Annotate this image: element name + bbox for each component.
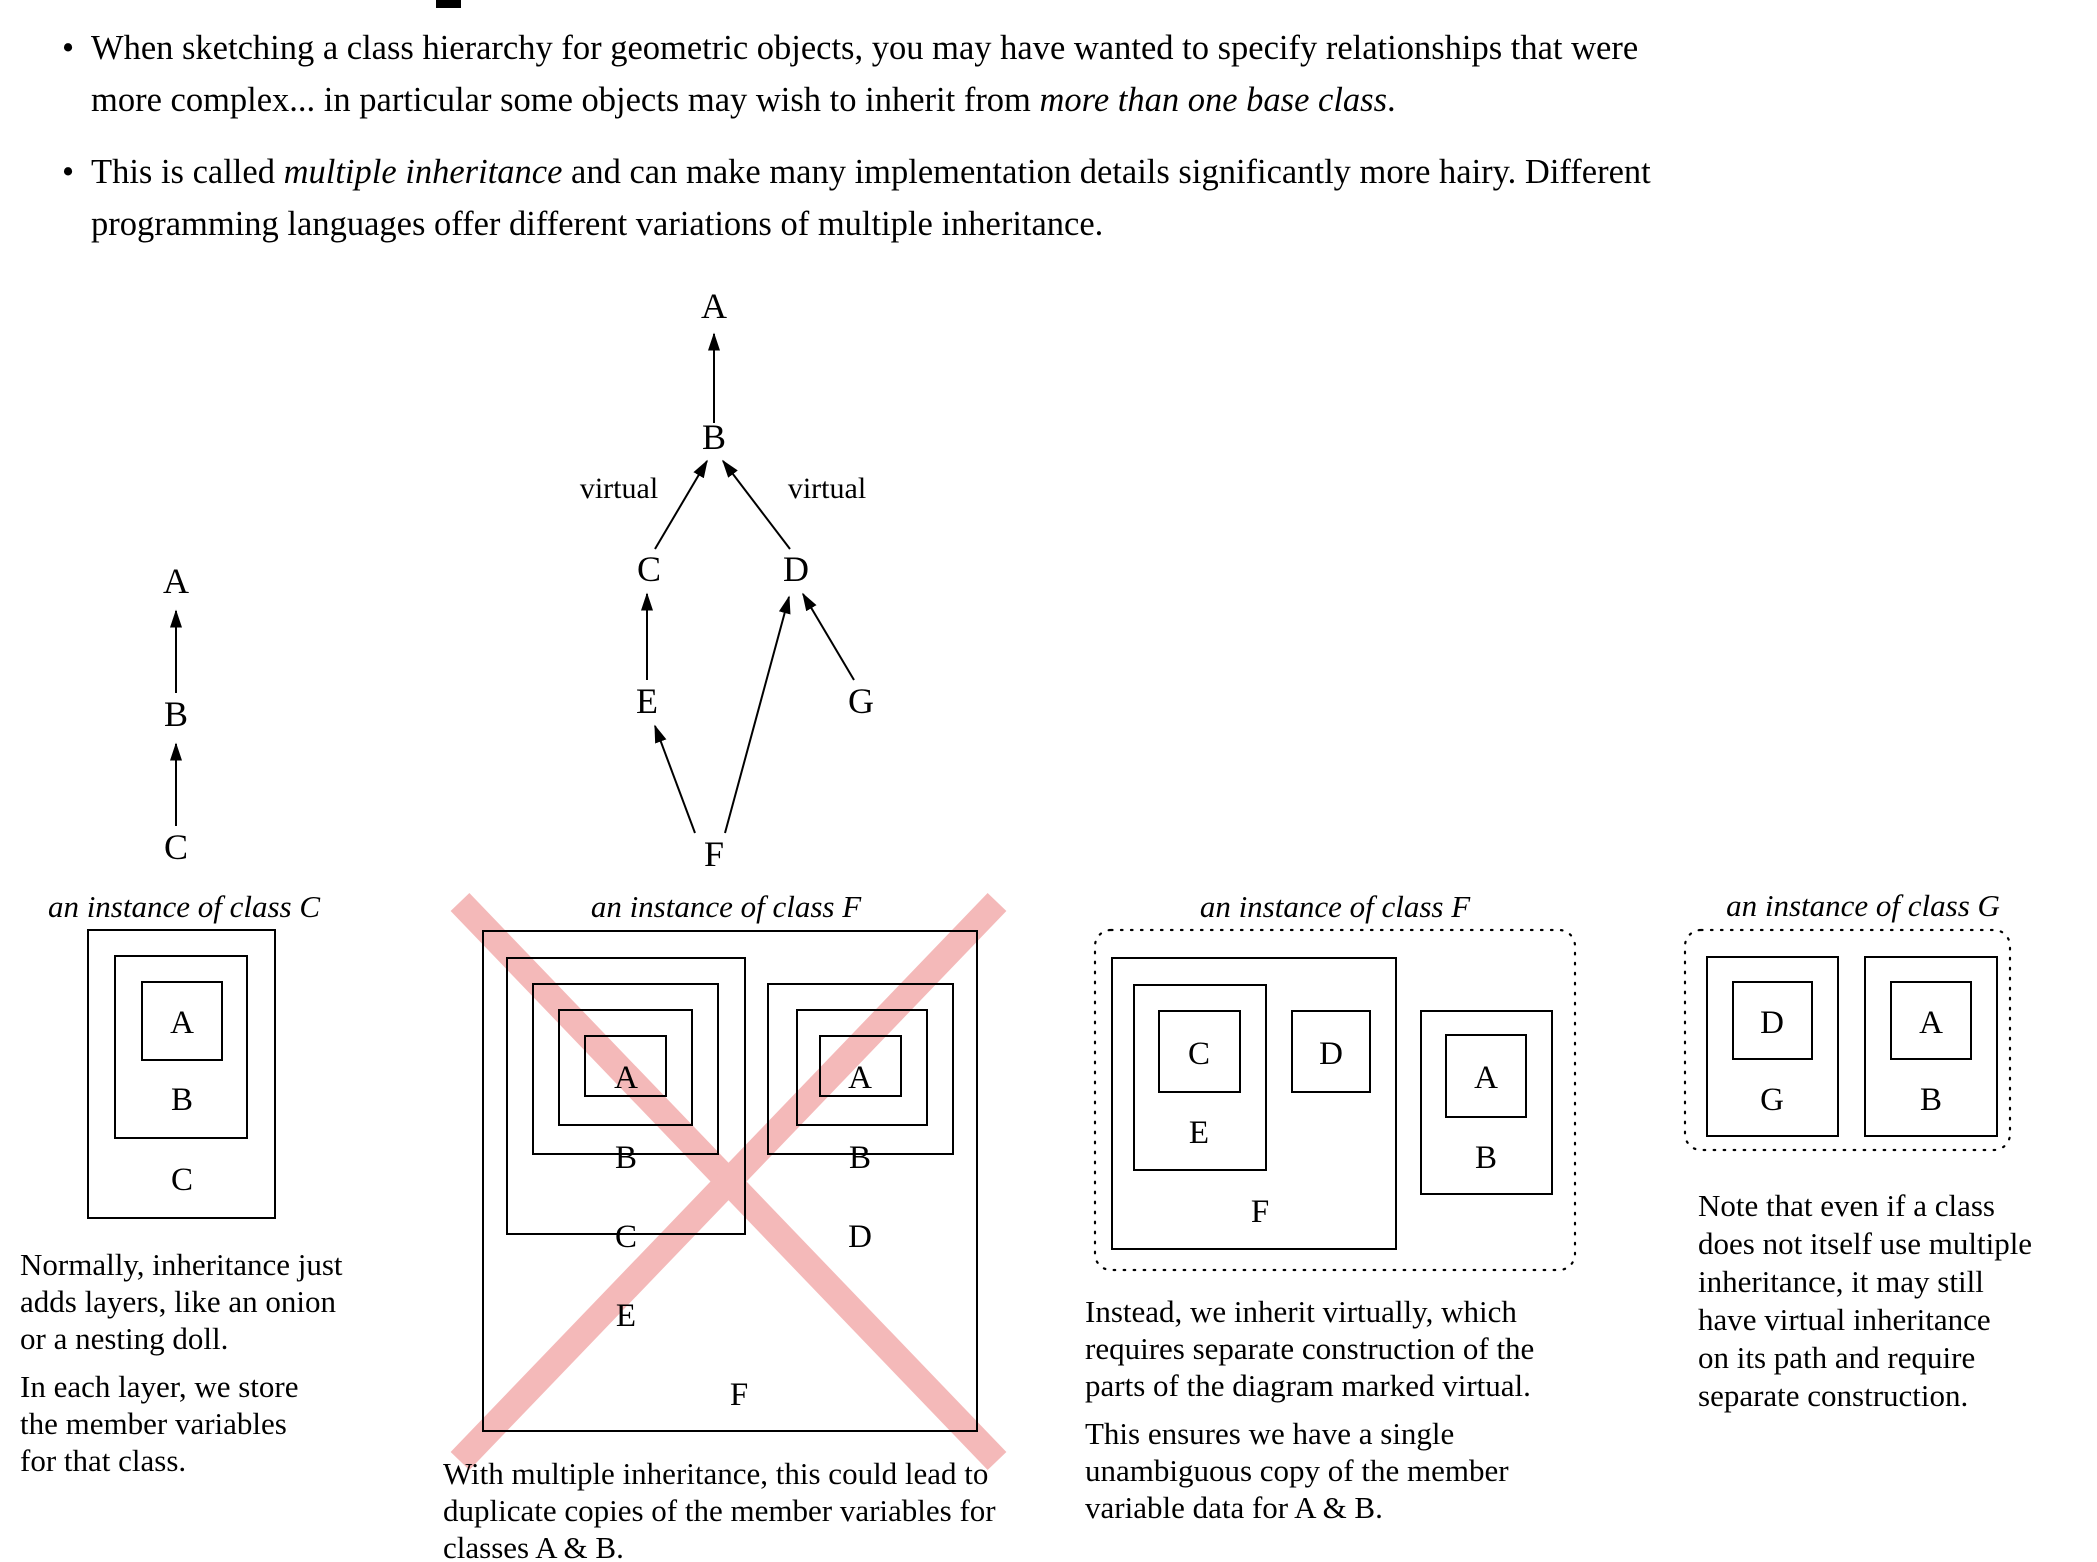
layer-label-b: B — [1919, 1082, 1943, 1118]
layer-label-b: B — [1474, 1140, 1498, 1176]
note-line: for that class. — [20, 1443, 187, 1478]
layer-label-e: E — [615, 1298, 637, 1334]
node-e: E — [636, 681, 658, 721]
note-line: Instead, we inherit virtually, which — [1085, 1294, 1517, 1329]
paragraph — [1085, 1415, 1534, 1526]
note-line: variable data for A & B. — [1085, 1490, 1383, 1525]
layer-label-f: F — [1250, 1194, 1270, 1230]
layer-label-g: G — [1760, 1082, 1784, 1118]
layer-label-a-right: A — [848, 1060, 872, 1096]
instance-f-caption: an instance of class F — [590, 889, 862, 924]
bullet-item-1 — [62, 22, 1638, 126]
bullet-1-line-1: When sketching a class hierarchy for geometric objects, you may have wanted to specify relationships that were — [91, 29, 1639, 67]
node-c: C — [636, 549, 662, 589]
paragraph — [20, 1246, 343, 1357]
note-line: the member variables — [20, 1406, 287, 1441]
virtual-instance-dotted-border — [1095, 930, 1575, 1270]
bullet-2-line-1: This is called multiple inheritance and can make many implementation details significantly more hairy. Different — [91, 153, 1651, 191]
layer-label-b-left: B — [614, 1140, 638, 1176]
note-separate-construction — [1698, 1187, 2032, 1415]
bullet-marker: • — [62, 29, 75, 67]
note-duplicate-copies — [443, 1455, 996, 1562]
hierarchy-diagram-simple — [76, 545, 276, 885]
note-line: This ensures we have a single — [1085, 1416, 1455, 1451]
note-onion-layers — [20, 1246, 343, 1479]
node-a: A — [701, 286, 727, 326]
note-line: on its path and require — [1698, 1340, 1976, 1375]
bullet-text — [91, 22, 1638, 126]
note-line: unambiguous copy of the member — [1085, 1453, 1509, 1488]
instance-g-caption: an instance of class G — [1726, 888, 2000, 923]
note-line: classes A & B. — [443, 1530, 624, 1562]
layer-label-c: C — [614, 1219, 638, 1255]
bullet-text — [91, 146, 1651, 250]
note-line: adds layers, like an onion — [20, 1284, 336, 1319]
cropped-title-fragment — [436, 0, 461, 8]
layer-label-b: B — [170, 1082, 194, 1118]
note-line: requires separate construction of the — [1085, 1331, 1535, 1366]
layer-label-a: A — [1474, 1060, 1498, 1096]
note-line: Note that even if a class — [1698, 1188, 1995, 1223]
bullet-1-line-2: more complex... in particular some objects may wish to inherit from more than one base class. — [91, 81, 1396, 119]
layer-label-a: A — [1919, 1005, 1943, 1041]
node-g: G — [848, 681, 874, 721]
paragraph — [1085, 1293, 1534, 1404]
node-a: A — [163, 561, 189, 601]
note-line: In each layer, we store — [20, 1369, 299, 1404]
instance-diagram-f-virtual — [1080, 880, 1600, 1300]
instance-c-caption: an instance of class C — [47, 889, 321, 924]
bullet-item-2 — [62, 146, 1651, 250]
node-d: D — [783, 549, 809, 589]
paragraph — [20, 1368, 343, 1479]
instance-diagram-f-duplicated — [440, 880, 1040, 1500]
note-line: or a nesting doll. — [20, 1321, 229, 1356]
layer-label-e: E — [1188, 1115, 1210, 1151]
note-line: does not itself use multiple — [1698, 1226, 2033, 1261]
node-b: B — [701, 417, 727, 457]
layer-label-a-left: A — [614, 1060, 638, 1096]
instance-diagram-c — [10, 880, 430, 1290]
paragraph — [443, 1455, 996, 1562]
paragraph — [1698, 1187, 2032, 1415]
edge-f-to-e — [655, 726, 695, 833]
hierarchy-diagram-virtual — [560, 270, 980, 874]
node-c: C — [163, 827, 189, 867]
instance-f-virtual-caption: an instance of class F — [1199, 889, 1471, 924]
node-b: B — [163, 694, 189, 734]
edge-f-to-d — [725, 597, 789, 833]
note-line: parts of the diagram marked virtual. — [1085, 1368, 1531, 1403]
layer-label-c: C — [1187, 1036, 1211, 1072]
layer-label-c: C — [170, 1162, 194, 1198]
note-line: separate construction. — [1698, 1378, 1969, 1413]
layer-label-a: A — [170, 1005, 194, 1041]
note-virtual-inheritance — [1085, 1293, 1534, 1526]
edge-g-to-d — [803, 594, 854, 680]
note-line: inheritance, it may still — [1698, 1264, 1984, 1299]
layer-label-f: F — [729, 1377, 749, 1413]
bullet-marker: • — [62, 153, 75, 191]
instance-diagram-g — [1660, 880, 2097, 1180]
layer-label-d: D — [1760, 1005, 1784, 1041]
note-line: duplicate copies of the member variables for — [443, 1493, 996, 1528]
edge-c-to-b-virtual — [655, 461, 707, 549]
node-f: F — [703, 834, 725, 874]
note-line: have virtual inheritance — [1698, 1302, 1991, 1337]
layer-label-d: D — [848, 1219, 872, 1255]
note-line: Normally, inheritance just — [20, 1247, 343, 1282]
layer-label-b-right: B — [848, 1140, 872, 1176]
edge-d-to-b-virtual — [723, 461, 790, 549]
virtual-label-left: virtual — [579, 472, 659, 505]
layer-label-d: D — [1319, 1036, 1343, 1072]
bullet-2-line-2: programming languages offer different variations of multiple inheritance. — [91, 205, 1104, 243]
virtual-label-right: virtual — [787, 472, 867, 505]
note-line: With multiple inheritance, this could lead to — [443, 1456, 989, 1491]
